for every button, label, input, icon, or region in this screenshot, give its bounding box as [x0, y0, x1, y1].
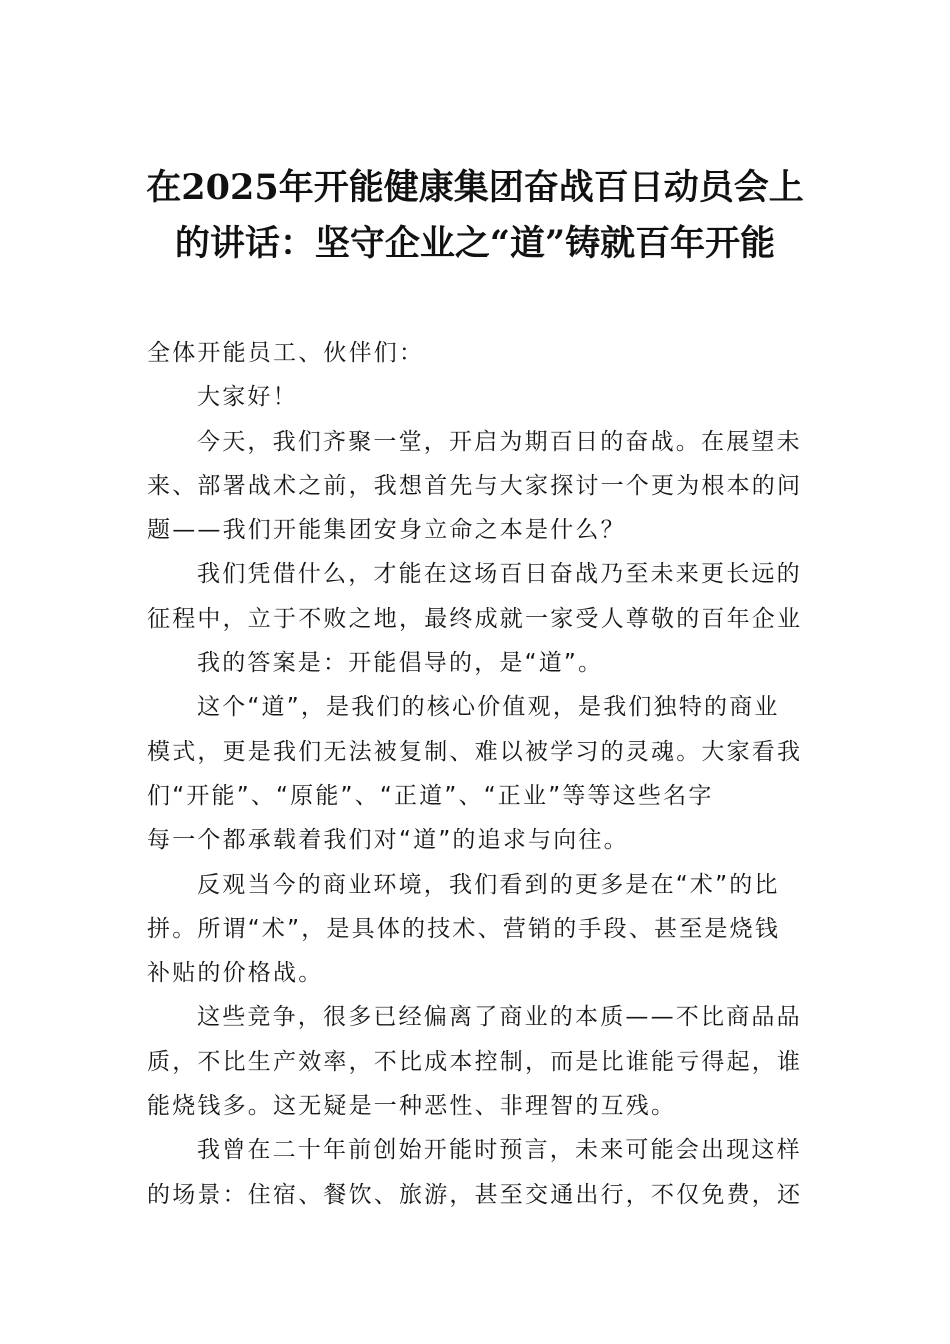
paragraph-line: 拼。所谓“术”，是具体的技术、营销的手段、甚至是烧钱 [147, 915, 781, 942]
paragraph-line: 征程中，立于不败之地，最终成就一家受人尊敬的百年企业 [147, 605, 803, 632]
paragraph-line: 这些竞争，很多已经偏离了商业的本质——不比商品品 [197, 1004, 802, 1031]
paragraph-line: 补贴的价格战。 [147, 960, 324, 987]
paragraph-line: 我们凭借什么，才能在这场百日奋战乃至未来更长远的 [197, 561, 802, 588]
salutation-line: 全体开能员工、伙伴们： [147, 340, 425, 366]
document-body [147, 331, 807, 1217]
paragraph-line: 来、部署战术之前，我想首先与大家探讨一个更为根本的问 [147, 472, 803, 499]
paragraph-line: 模式，更是我们无法被复制、难以被学习的灵魂。大家看我 [147, 738, 803, 765]
title-line: 的讲话：坚守企业之“道”铸就百年开能 [174, 223, 776, 264]
paragraph-line: 今天，我们齐聚一堂，开启为期百日的奋战。在展望未 [197, 428, 802, 455]
paragraph-line: 们“开能”、“原能”、“正道”、“正业”等等这些名字 [147, 782, 714, 809]
title-line: 在2025年开能健康集团奋战百日动员会上 [146, 167, 804, 208]
paragraph-line: 的场景：住宿、餐饮、旅游，甚至交通出行，不仅免费，还 [147, 1181, 803, 1208]
paragraph-line: 题——我们开能集团安身立命之本是什么？ [147, 517, 626, 544]
paragraph-line: 质，不比生产效率，不比成本控制，而是比谁能亏得起，谁 [147, 1048, 803, 1075]
paragraph-line: 能烧钱多。这无疑是一种恶性、非理智的互残。 [147, 1093, 677, 1120]
paragraph-line: 这个“道”，是我们的核心价值观，是我们独特的商业 [197, 694, 780, 721]
paragraph-line: 我曾在二十年前创始开能时预言，未来可能会出现这样 [197, 1137, 802, 1164]
document-title [145, 160, 805, 272]
paragraph-line: 每一个都承载着我们对“道”的追求与向往。 [147, 827, 629, 854]
paragraph-line: 反观当今的商业环境，我们看到的更多是在“术”的比 [197, 871, 780, 898]
paragraph-line: 我的答案是：开能倡导的，是“道”。 [197, 650, 604, 677]
greeting-line: 大家好！ [197, 384, 298, 411]
